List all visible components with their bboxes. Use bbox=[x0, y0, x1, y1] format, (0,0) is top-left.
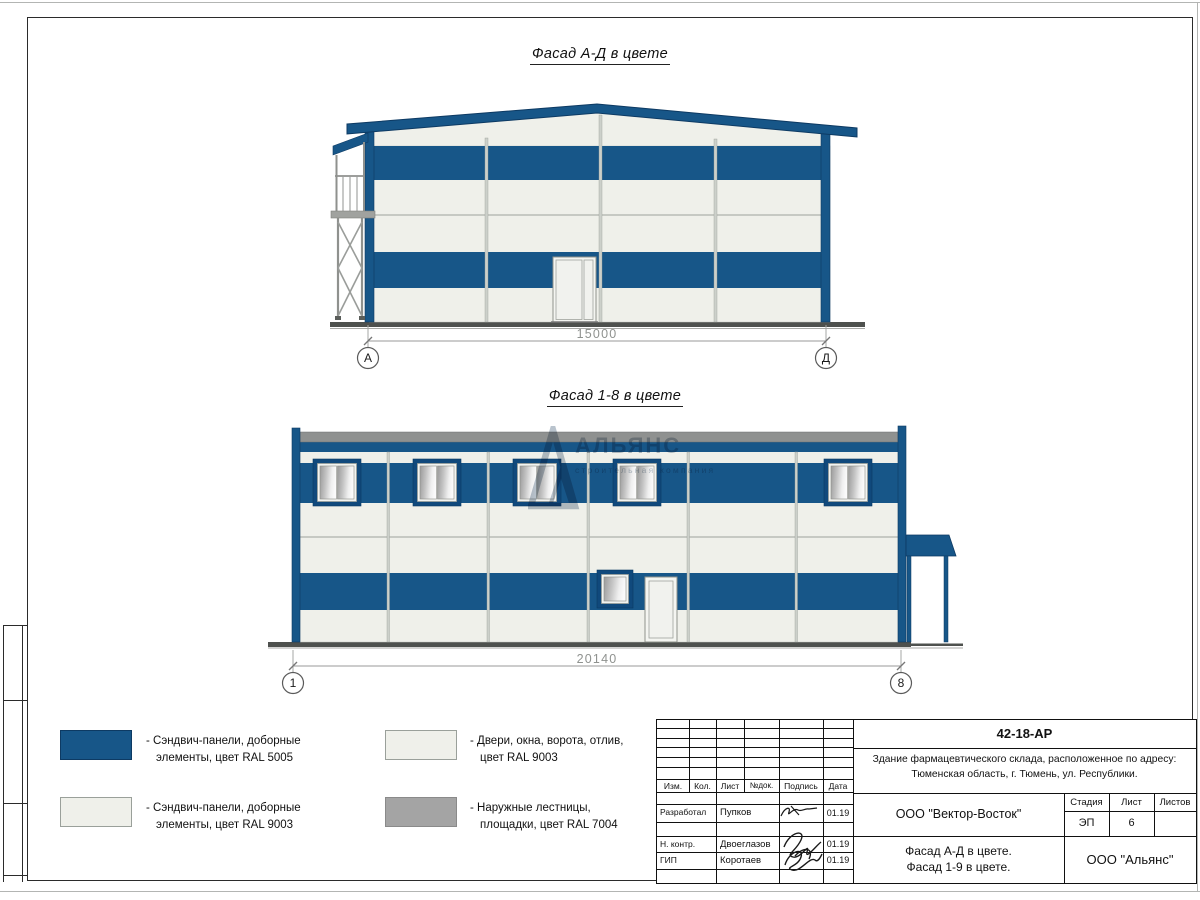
stamp-sheet-value: 6 bbox=[1128, 817, 1135, 829]
panel-joint-vertical bbox=[687, 452, 690, 642]
stamp-stage-value: ЭП bbox=[1078, 817, 1095, 829]
legend-label: элементы, цвет RAL 9003 bbox=[156, 819, 294, 831]
stamp-line bbox=[1064, 811, 1196, 812]
facade-1-8-view bbox=[255, 380, 975, 705]
watermark-subtitle: строительная компания bbox=[575, 465, 716, 475]
stamp-line bbox=[657, 767, 853, 768]
legend-label: площадки, цвет RAL 7004 bbox=[480, 819, 618, 831]
legend-swatch-ral9003 bbox=[60, 797, 132, 827]
paper-edge-right bbox=[1197, 2, 1198, 892]
legend-label: - Наружные лестницы, bbox=[470, 802, 591, 814]
panel-joint-vertical bbox=[714, 139, 717, 322]
side-strip-line bbox=[3, 625, 27, 626]
panel-joint-vertical bbox=[387, 452, 390, 642]
facade-a-d-title-text: Фасад А-Д в цвете bbox=[530, 46, 670, 65]
side-strip-line bbox=[3, 803, 27, 804]
stamp-doc-number: 42-18-АР bbox=[996, 726, 1053, 741]
legend-swatch-ral7004 bbox=[385, 797, 457, 827]
axis-label-1: 1 bbox=[289, 676, 297, 690]
signature-dvoeglazov bbox=[784, 833, 821, 857]
window bbox=[513, 459, 561, 506]
legend-label: - Сэндвич-панели, доборные bbox=[146, 735, 301, 747]
stamp-role: ГИП bbox=[660, 855, 677, 865]
lower-window bbox=[597, 570, 633, 608]
stamp-col-izm: Изм. bbox=[663, 781, 683, 791]
stamp-line bbox=[657, 757, 853, 758]
stamp-col-kol: Кол. bbox=[694, 781, 711, 791]
ground-bar-extension bbox=[911, 644, 963, 647]
axis-label-a: А bbox=[363, 351, 372, 365]
stamp-drawing-title-line1: Фасад А-Д в цвете. bbox=[905, 844, 1012, 858]
stamp-name: Пупков bbox=[720, 807, 752, 818]
stamp-sheets-label: Листов bbox=[1159, 797, 1191, 808]
window bbox=[824, 459, 872, 506]
stamp-stage-label: Стадия bbox=[1070, 797, 1103, 808]
legend-label: элементы, цвет RAL 5005 bbox=[156, 752, 294, 764]
signatures bbox=[776, 803, 824, 873]
stamp-line bbox=[853, 748, 1196, 749]
stamp-col-data: Дата bbox=[828, 781, 848, 791]
stamp-name: Коротаев bbox=[720, 855, 762, 866]
title-block bbox=[656, 719, 1197, 884]
stair-canopy bbox=[333, 133, 368, 155]
stamp-date: 01.19 bbox=[826, 808, 850, 818]
dimension-value: 15000 bbox=[576, 327, 618, 341]
stamp-col-list: Лист bbox=[720, 781, 740, 791]
stamp-line bbox=[657, 738, 853, 739]
entrance-door bbox=[551, 257, 598, 322]
stamp-line bbox=[853, 720, 854, 883]
axis-label-d: Д bbox=[821, 351, 831, 365]
axis-label-8: 8 bbox=[897, 676, 905, 690]
panel-joint-vertical bbox=[795, 452, 798, 642]
window bbox=[613, 459, 661, 506]
stamp-description-line1: Здание фармацевтического склада, расположенное по адресу: bbox=[872, 754, 1177, 765]
canopy-post bbox=[907, 556, 911, 642]
panel-joint-vertical bbox=[587, 452, 590, 642]
facade-a-d-drawing bbox=[330, 30, 870, 375]
stamp-name: Двоеглазов bbox=[720, 839, 771, 850]
window bbox=[413, 459, 461, 506]
panel-joint-vertical bbox=[487, 452, 490, 642]
wall-stripe-blue-window-band bbox=[300, 463, 898, 503]
stamp-date: 01.19 bbox=[826, 855, 850, 865]
stamp-contractor: ООО "Вектор-Восток" bbox=[895, 807, 1022, 821]
dimension-value: 20140 bbox=[576, 652, 618, 666]
canopy bbox=[906, 535, 956, 556]
panel-joint-vertical bbox=[485, 138, 488, 322]
window bbox=[313, 459, 361, 506]
stamp-line bbox=[657, 728, 853, 729]
legend-label: - Сэндвич-панели, доборные bbox=[146, 802, 301, 814]
wall-stripe-blue-top bbox=[300, 442, 898, 452]
facade-a-d-view bbox=[330, 30, 870, 375]
stamp-date: 01.19 bbox=[826, 839, 850, 849]
stamp-line bbox=[853, 793, 1196, 794]
corner-column-left bbox=[365, 131, 374, 322]
corner-column-right bbox=[821, 131, 830, 322]
side-strip-line bbox=[3, 875, 27, 876]
side-strip-line bbox=[22, 625, 23, 882]
stamp-line bbox=[853, 836, 1196, 837]
stamp-line bbox=[657, 747, 853, 748]
stamp-line bbox=[657, 792, 853, 793]
side-strip-line bbox=[3, 625, 4, 882]
corner-column-left bbox=[292, 428, 300, 642]
corner-column-right bbox=[898, 426, 906, 642]
paper-edge-bottom bbox=[0, 891, 1200, 892]
entrance-door bbox=[645, 577, 677, 642]
stamp-col-podpis: Подпись bbox=[784, 781, 818, 791]
watermark-brand: АЛЬЯНС bbox=[575, 433, 682, 458]
canopy-post bbox=[944, 556, 948, 642]
stair-platform bbox=[331, 211, 375, 218]
ground-bar bbox=[268, 642, 911, 647]
legend-swatch-ral5005 bbox=[60, 730, 132, 760]
stamp-description-line2: Тюменская область, г. Тюмень, ул. Республики. bbox=[911, 769, 1138, 780]
facade-1-8-title-text: Фасад 1-8 в цвете bbox=[547, 388, 683, 407]
side-strip-line bbox=[3, 700, 27, 701]
stamp-col-ndok: №док. bbox=[749, 781, 774, 790]
legend-label: - Двери, окна, ворота, отлив, bbox=[470, 735, 624, 747]
stamp-role: Разработал bbox=[660, 807, 707, 817]
signature-pupkov bbox=[781, 806, 817, 816]
stamp-line bbox=[657, 779, 853, 780]
stamp-line bbox=[716, 720, 717, 883]
stamp-drawing-title-line2: Фасад 1-9 в цвете. bbox=[906, 860, 1011, 874]
panel-joint-vertical bbox=[599, 115, 602, 322]
legend-label: цвет RAL 9003 bbox=[480, 752, 558, 764]
stamp-sheet-label: Лист bbox=[1121, 797, 1142, 808]
legend-swatch-doors bbox=[385, 730, 457, 760]
roof-edge-gray bbox=[300, 432, 898, 442]
stamp-role: Н. контр. bbox=[660, 839, 696, 849]
paper-edge-top bbox=[0, 2, 1200, 3]
stamp-organization: ООО "Альянс" bbox=[1086, 852, 1174, 867]
